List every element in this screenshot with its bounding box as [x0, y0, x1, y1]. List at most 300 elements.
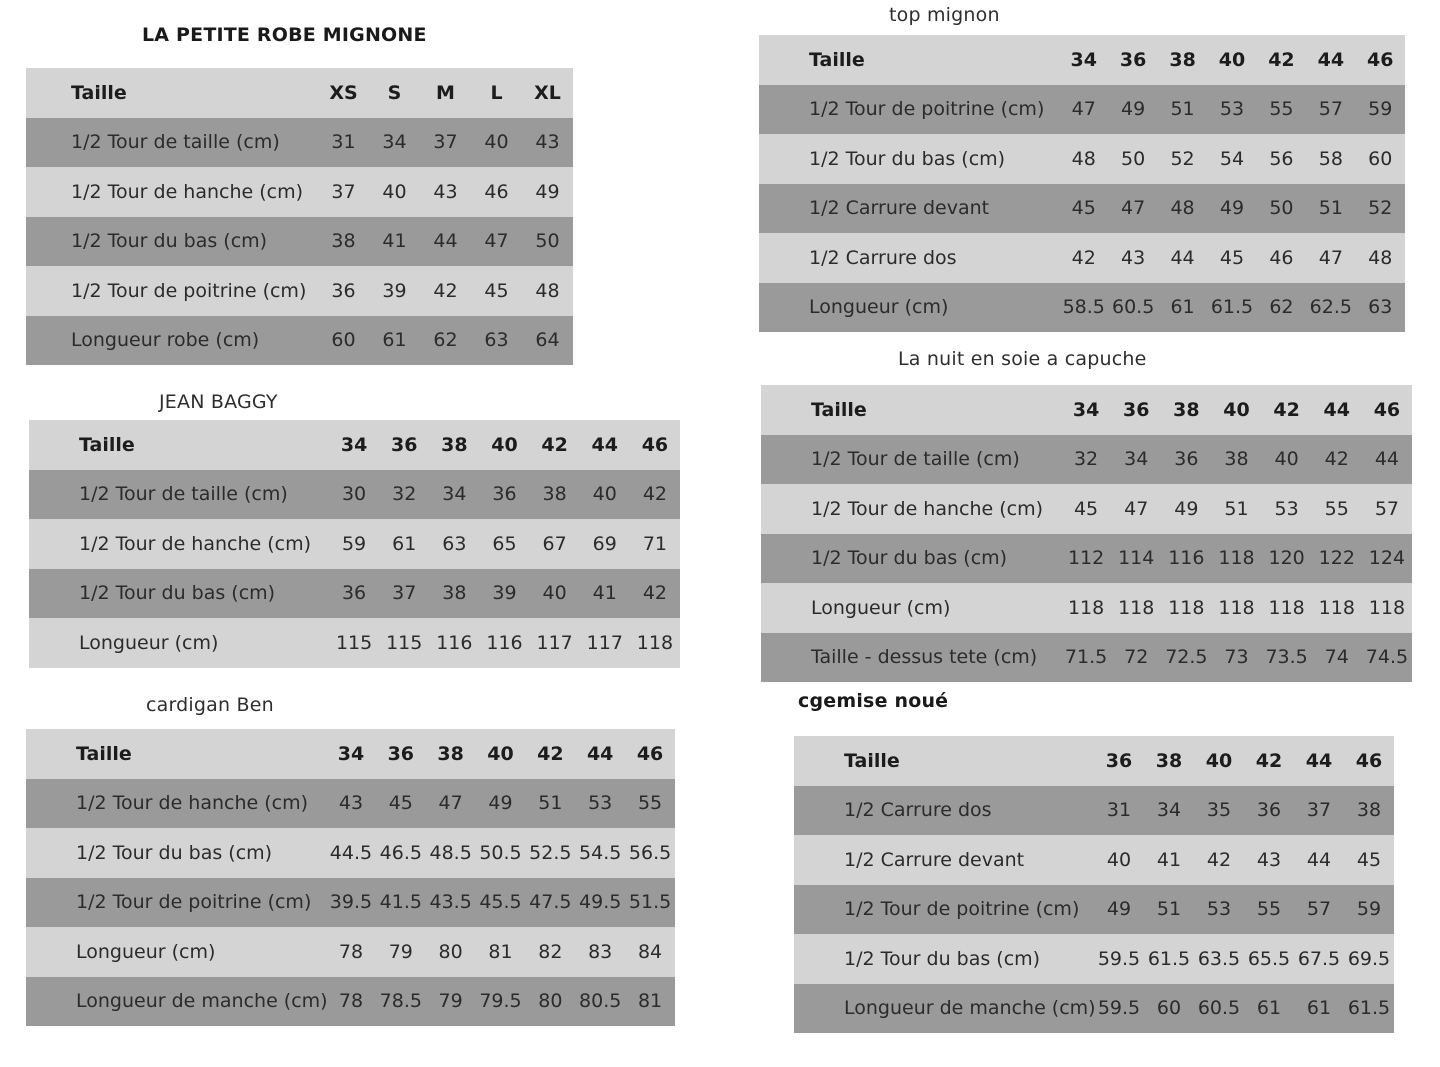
measurement-value: 53	[1274, 497, 1299, 520]
measurement-value: 73.5	[1265, 646, 1308, 669]
measurement-value: 78	[338, 990, 364, 1013]
measurement-value: 72.5	[1165, 646, 1208, 669]
measurement-value: 74.5	[1365, 646, 1409, 669]
measurement-label: Longueur robe (cm)	[71, 329, 260, 352]
measurement-value: 48	[1071, 147, 1096, 170]
measurement-value: 49	[1174, 497, 1199, 520]
measurement-label: 1/2 Tour de hanche (cm)	[76, 792, 309, 815]
measurement-value: 50.5	[479, 841, 522, 864]
measurement-value: 42	[433, 279, 458, 302]
table-row	[759, 283, 1405, 333]
measurement-value: 46	[1269, 246, 1294, 269]
measurement-value: 69	[592, 532, 617, 555]
measurement-value: 50	[1269, 197, 1294, 220]
size-header-cell: 44	[1305, 749, 1333, 772]
measurement-value: 118	[1218, 547, 1255, 570]
measurement-value: 56.5	[628, 841, 672, 864]
measurement-value: 117	[536, 631, 573, 654]
measurement-value: 38	[442, 582, 467, 605]
measurement-label: 1/2 Tour de hanche (cm)	[71, 180, 304, 203]
measurement-value: 60.5	[1111, 296, 1155, 319]
table-row	[26, 878, 675, 928]
table-row	[794, 885, 1394, 935]
measurement-value: 44	[1170, 246, 1195, 269]
measurement-value: 49	[1121, 98, 1146, 121]
size-header-cell: 42	[537, 742, 564, 765]
size-header-cell: 36	[387, 742, 415, 765]
measurement-value: 43	[1121, 246, 1146, 269]
measurement-value: 58	[1318, 147, 1343, 170]
size-header-cell: 42	[1273, 398, 1300, 421]
table-row	[794, 835, 1394, 885]
measurement-value: 78.5	[379, 990, 422, 1013]
size-header-cell: 46	[636, 742, 664, 765]
size-header-cell: 40	[491, 433, 518, 456]
measurement-label: 1/2 Tour de hanche (cm)	[811, 497, 1044, 520]
measurement-value: 50	[1121, 147, 1146, 170]
measurement-value: 114	[1118, 547, 1155, 570]
measurement-value: 118	[1168, 596, 1205, 619]
measurement-value: 50	[535, 230, 560, 253]
measurement-value: 62	[433, 329, 458, 352]
measurement-value: 47	[1318, 246, 1343, 269]
measurement-label: Longueur (cm)	[809, 296, 949, 319]
measurement-value: 43.5	[429, 891, 472, 914]
size-header-cell: XL	[534, 81, 561, 104]
measurement-label: Longueur (cm)	[811, 596, 951, 619]
measurement-value: 40	[484, 131, 509, 154]
measurement-value: 61.5	[1210, 296, 1254, 319]
measurement-label: Longueur (cm)	[79, 631, 219, 654]
measurement-value: 58.5	[1062, 296, 1105, 319]
measurement-value: 60	[1368, 147, 1393, 170]
header-label: Taille	[71, 81, 127, 104]
measurement-value: 61	[1170, 296, 1195, 319]
measurement-value: 38	[1224, 448, 1249, 471]
measurement-value: 61	[382, 329, 407, 352]
measurement-value: 32	[392, 483, 417, 506]
measurement-label: Longueur de manche (cm)	[76, 990, 328, 1013]
measurement-label: 1/2 Tour du bas (cm)	[71, 230, 268, 253]
size-header-cell: 36	[1105, 749, 1133, 772]
measurement-value: 57	[1306, 898, 1332, 921]
measurement-value: 48	[1368, 246, 1393, 269]
measurement-value: 51	[1156, 898, 1182, 921]
size-header-cell: 44	[591, 433, 618, 456]
table-row	[794, 934, 1394, 984]
measurement-value: 118	[1218, 596, 1255, 619]
measurement-value: 41.5	[379, 891, 422, 914]
measurement-value: 37	[331, 180, 356, 203]
measurement-value: 42	[1071, 246, 1096, 269]
size-header-cell: 38	[1173, 398, 1200, 421]
size-header-cell: 44	[586, 742, 614, 765]
measurement-value: 40	[542, 582, 567, 605]
measurement-value: 79	[388, 940, 413, 963]
measurement-value: 63	[1368, 296, 1393, 319]
chart-title-top: top mignon	[889, 4, 1000, 26]
measurement-value: 34	[1156, 799, 1182, 822]
measurement-value: 60	[1156, 997, 1182, 1020]
table-row	[26, 828, 675, 878]
table-row	[26, 779, 675, 829]
size-header-cell: L	[490, 81, 503, 104]
measurement-label: 1/2 Tour de taille (cm)	[71, 131, 280, 154]
measurement-value: 63	[484, 329, 509, 352]
measurement-value: 43	[338, 792, 364, 815]
measurement-value: 118	[1268, 596, 1305, 619]
size-header-cell: 46	[1373, 398, 1401, 421]
size-header-cell: 46	[641, 433, 669, 456]
measurement-value: 59.5	[1097, 997, 1141, 1020]
size-header-cell: 38	[1169, 48, 1196, 71]
measurement-value: 67.5	[1297, 947, 1341, 970]
measurement-value: 124	[1368, 547, 1406, 570]
measurement-label: Taille - dessus tete (cm)	[811, 646, 1038, 669]
size-header-cell: XS	[329, 81, 358, 104]
measurement-value: 71.5	[1064, 646, 1108, 669]
table-header-row	[26, 729, 675, 779]
measurement-value: 56	[1269, 147, 1294, 170]
measurement-label: 1/2 Carrure dos	[844, 799, 992, 822]
measurement-label: 1/2 Tour du bas (cm)	[844, 947, 1041, 970]
measurement-value: 45	[388, 792, 413, 815]
table-row	[26, 118, 573, 168]
measurement-value: 47	[1124, 497, 1149, 520]
measurement-value: 42	[1206, 848, 1232, 871]
measurement-value: 53	[1206, 898, 1232, 921]
measurement-value: 51	[538, 792, 563, 815]
measurement-value: 78	[338, 940, 364, 963]
measurement-label: 1/2 Tour de taille (cm)	[79, 483, 288, 506]
measurement-value: 34	[1124, 448, 1149, 471]
size-header-cell: 34	[340, 433, 368, 456]
measurement-value: 61.5	[1347, 997, 1391, 1020]
size-header-cell: 40	[487, 742, 514, 765]
header-label: Taille	[76, 742, 132, 765]
table-row	[29, 569, 680, 619]
size-table-nuit	[761, 385, 1412, 682]
measurement-label: 1/2 Tour du bas (cm)	[79, 582, 276, 605]
measurement-value: 55	[637, 792, 663, 815]
size-header-cell: 44	[1317, 48, 1345, 71]
table-row	[26, 927, 675, 977]
measurement-value: 116	[486, 631, 523, 654]
measurement-value: 120	[1268, 547, 1305, 570]
size-header-cell: 40	[1218, 48, 1246, 71]
measurement-value: 37	[1306, 799, 1332, 822]
measurement-label: Longueur de manche (cm)	[844, 997, 1096, 1020]
measurement-value: 45	[1219, 246, 1245, 269]
measurement-label: 1/2 Carrure dos	[809, 246, 957, 269]
table-row	[26, 167, 573, 217]
measurement-label: 1/2 Tour de taille (cm)	[811, 448, 1020, 471]
measurement-value: 44.5	[329, 841, 373, 864]
table-row	[761, 583, 1412, 633]
measurement-value: 117	[586, 631, 623, 654]
measurement-value: 37	[433, 131, 458, 154]
measurement-value: 74	[1324, 646, 1349, 669]
measurement-value: 60	[331, 329, 356, 352]
measurement-value: 38	[331, 230, 356, 253]
measurement-value: 116	[1168, 547, 1205, 570]
measurement-value: 63	[442, 532, 467, 555]
measurement-value: 43	[535, 131, 560, 154]
size-header-cell: 40	[1223, 398, 1250, 421]
measurement-value: 122	[1318, 547, 1355, 570]
size-table-jean	[29, 420, 680, 668]
measurement-value: 45.5	[479, 891, 522, 914]
measurement-value: 69.5	[1347, 947, 1391, 970]
measurement-value: 118	[1318, 596, 1355, 619]
measurement-label: 1/2 Carrure devant	[844, 848, 1025, 871]
measurement-value: 73	[1224, 646, 1249, 669]
measurement-value: 81	[488, 940, 513, 963]
size-header-cell: 36	[390, 433, 418, 456]
measurement-value: 112	[1067, 547, 1105, 570]
table-header-row	[794, 736, 1394, 786]
measurement-value: 43	[433, 180, 458, 203]
measurement-value: 61	[1306, 997, 1332, 1020]
measurement-value: 115	[335, 631, 373, 654]
measurement-value: 71	[642, 532, 668, 555]
measurement-value: 59	[1368, 98, 1393, 121]
measurement-value: 36	[341, 582, 367, 605]
measurement-value: 55	[1269, 98, 1294, 121]
measurement-value: 63.5	[1197, 947, 1241, 970]
size-header-cell: 42	[1268, 48, 1295, 71]
measurement-value: 36	[1174, 448, 1199, 471]
measurement-label: 1/2 Tour de poitrine (cm)	[809, 98, 1045, 121]
measurement-value: 51.5	[628, 891, 672, 914]
table-header-row	[759, 35, 1405, 85]
measurement-label: 1/2 Carrure devant	[809, 197, 990, 220]
measurement-value: 59	[341, 532, 367, 555]
measurement-value: 47	[484, 230, 509, 253]
measurement-value: 80	[438, 940, 463, 963]
measurement-value: 45	[1073, 497, 1099, 520]
size-header-cell: M	[436, 81, 455, 104]
measurement-value: 52	[1170, 147, 1195, 170]
measurement-value: 36	[331, 279, 356, 302]
measurement-value: 35	[1206, 799, 1232, 822]
measurement-value: 55	[1324, 497, 1349, 520]
measurement-value: 31	[1106, 799, 1132, 822]
measurement-value: 42	[642, 483, 668, 506]
measurement-value: 51	[1224, 497, 1249, 520]
measurement-value: 49	[1219, 197, 1245, 220]
table-row	[29, 519, 680, 569]
size-header-cell: 38	[441, 433, 468, 456]
measurement-value: 44	[1374, 448, 1400, 471]
size-header-cell: 46	[1367, 48, 1394, 71]
size-header-cell: 42	[1255, 749, 1283, 772]
size-header-cell: 40	[1205, 749, 1233, 772]
measurement-value: 47	[1121, 197, 1146, 220]
measurement-label: 1/2 Tour du bas (cm)	[76, 841, 273, 864]
measurement-value: 49	[488, 792, 513, 815]
measurement-value: 40	[592, 483, 617, 506]
measurement-value: 65	[492, 532, 517, 555]
measurement-label: 1/2 Tour de poitrine (cm)	[76, 891, 312, 914]
measurement-value: 39	[382, 279, 407, 302]
measurement-label: Longueur (cm)	[76, 940, 216, 963]
size-header-cell: 42	[541, 433, 568, 456]
chart-title-jean: JEAN BAGGY	[159, 391, 278, 413]
measurement-value: 84	[637, 940, 663, 963]
chart-title-nuit: La nuit en soie a capuche	[898, 348, 1147, 370]
size-table-chemise	[794, 736, 1394, 1033]
size-header-cell: 36	[1119, 48, 1147, 71]
measurement-value: 118	[1118, 596, 1155, 619]
measurement-value: 47	[438, 792, 463, 815]
chart-title-cardigan: cardigan Ben	[146, 694, 274, 716]
measurement-value: 30	[341, 483, 367, 506]
measurement-value: 42	[1324, 448, 1349, 471]
measurement-value: 115	[386, 631, 423, 654]
measurement-value: 38	[1356, 799, 1382, 822]
table-header-row	[761, 385, 1412, 435]
measurement-label: 1/2 Tour de poitrine (cm)	[844, 898, 1080, 921]
size-table-robe	[26, 68, 573, 365]
measurement-value: 53	[1219, 98, 1245, 121]
measurement-value: 32	[1073, 448, 1099, 471]
measurement-value: 49	[535, 180, 560, 203]
measurement-value: 57	[1318, 98, 1343, 121]
table-row	[761, 633, 1412, 683]
size-header-cell: 34	[337, 742, 365, 765]
table-row	[26, 316, 573, 366]
measurement-label: 1/2 Tour de hanche (cm)	[79, 532, 312, 555]
measurement-value: 48	[535, 279, 560, 302]
measurement-value: 61.5	[1147, 947, 1191, 970]
measurement-value: 80	[538, 990, 563, 1013]
header-label: Taille	[79, 433, 135, 456]
measurement-value: 52	[1368, 197, 1393, 220]
measurement-value: 116	[436, 631, 473, 654]
table-row	[759, 85, 1405, 135]
measurement-value: 45	[1356, 848, 1382, 871]
measurement-value: 65.5	[1247, 947, 1291, 970]
measurement-value: 40	[1274, 448, 1299, 471]
measurement-value: 48	[1170, 197, 1195, 220]
measurement-value: 49.5	[579, 891, 622, 914]
size-header-cell: S	[387, 81, 402, 104]
measurement-value: 83	[588, 940, 613, 963]
size-header-cell: 44	[1323, 398, 1350, 421]
measurement-value: 47.5	[529, 891, 572, 914]
measurement-value: 34	[382, 131, 407, 154]
measurement-value: 51	[1170, 98, 1195, 121]
measurement-value: 55	[1256, 898, 1282, 921]
header-label: Taille	[811, 398, 867, 421]
measurement-value: 64	[535, 329, 560, 352]
table-row	[759, 233, 1405, 283]
measurement-value: 41	[1156, 848, 1182, 871]
measurement-value: 81	[637, 990, 663, 1013]
measurement-value: 43	[1256, 848, 1282, 871]
size-table-cardigan	[26, 729, 675, 1026]
measurement-value: 54	[1219, 147, 1245, 170]
measurement-label: 1/2 Tour de poitrine (cm)	[71, 279, 307, 302]
measurement-value: 60.5	[1197, 997, 1241, 1020]
chart-title-robe: LA PETITE ROBE MIGNONE	[142, 24, 427, 46]
table-header-row	[29, 420, 680, 470]
table-row	[759, 184, 1405, 234]
chart-title-chemise: cgemise noué	[798, 690, 949, 712]
measurement-value: 34	[442, 483, 467, 506]
size-header-cell: 34	[1072, 398, 1100, 421]
measurement-value: 41	[382, 230, 407, 253]
table-row	[29, 470, 680, 520]
measurement-value: 79.5	[479, 990, 522, 1013]
table-row	[794, 786, 1394, 836]
measurement-value: 40	[382, 180, 407, 203]
size-header-cell: 38	[1155, 749, 1183, 772]
measurement-value: 49	[1106, 898, 1132, 921]
measurement-value: 37	[392, 582, 417, 605]
size-header-cell: 34	[1070, 48, 1097, 71]
measurement-value: 38	[542, 483, 567, 506]
measurement-label: 1/2 Tour du bas (cm)	[811, 547, 1008, 570]
measurement-value: 39.5	[329, 891, 373, 914]
measurement-value: 39	[492, 582, 517, 605]
measurement-value: 42	[642, 582, 668, 605]
size-header-cell: 36	[1122, 398, 1150, 421]
measurement-value: 59.5	[1097, 947, 1141, 970]
measurement-value: 82	[538, 940, 563, 963]
table-row	[26, 217, 573, 267]
measurement-value: 45	[484, 279, 509, 302]
measurement-value: 52.5	[529, 841, 572, 864]
table-row	[761, 435, 1412, 485]
measurement-value: 79	[438, 990, 463, 1013]
measurement-value: 118	[1368, 596, 1406, 619]
header-label: Taille	[809, 48, 865, 71]
table-row	[794, 984, 1394, 1034]
table-row	[26, 266, 573, 316]
measurement-value: 44	[433, 230, 458, 253]
measurement-value: 80.5	[579, 990, 622, 1013]
measurement-value: 31	[331, 131, 356, 154]
measurement-value: 45	[1071, 197, 1096, 220]
measurement-value: 57	[1374, 497, 1400, 520]
measurement-value: 62.5	[1309, 296, 1352, 319]
measurement-value: 40	[1106, 848, 1132, 871]
size-header-cell: 38	[437, 742, 464, 765]
measurement-value: 41	[592, 582, 617, 605]
measurement-value: 53	[588, 792, 613, 815]
measurement-label: 1/2 Tour du bas (cm)	[809, 147, 1006, 170]
measurement-value: 46	[484, 180, 509, 203]
measurement-value: 36	[492, 483, 517, 506]
measurement-value: 46.5	[379, 841, 422, 864]
measurement-value: 118	[636, 631, 674, 654]
size-header-cell: 46	[1355, 749, 1383, 772]
measurement-value: 59	[1356, 898, 1382, 921]
measurement-value: 72	[1124, 646, 1149, 669]
measurement-value: 44	[1306, 848, 1332, 871]
measurement-value: 62	[1269, 296, 1294, 319]
table-row	[29, 618, 680, 668]
table-row	[761, 484, 1412, 534]
measurement-value: 67	[542, 532, 567, 555]
table-row	[759, 134, 1405, 184]
size-table-top	[759, 35, 1405, 332]
header-label: Taille	[844, 749, 900, 772]
measurement-value: 48.5	[429, 841, 472, 864]
measurement-value: 51	[1318, 197, 1343, 220]
